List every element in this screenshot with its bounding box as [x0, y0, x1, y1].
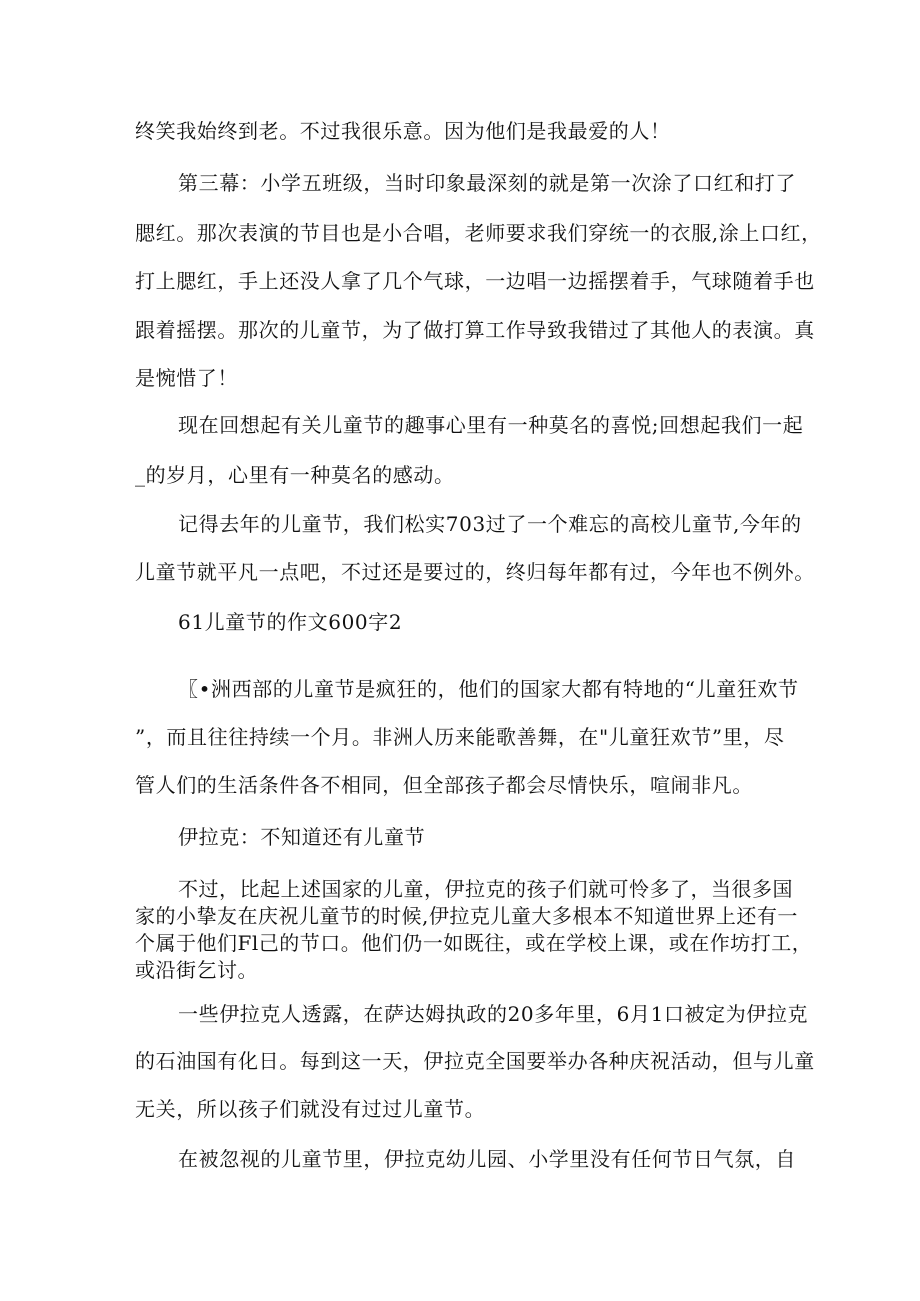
text-line: 〖•洲西部的儿童节是疯狂的，他们的国家大都有特地的“儿童狂欢节: [178, 677, 799, 701]
text-line: 个属于他们Fl己的节口。他们仍一如既往，或在学校上课，或在作坊打工，: [135, 931, 813, 955]
text-line: ”，而且往往持续一个月。非洲人历来能歌善舞，在"儿童狂欢节”里，尽: [135, 725, 785, 749]
text-line: 一些伊拉克人透露，在萨达姆执政的20多年里，6月1口被定为伊拉克: [178, 1002, 809, 1026]
text-line: 或沿街乞讨。: [135, 958, 258, 982]
text-line: 不过，比起上述国家的儿童，伊拉克的孩子们就可怜多了，当很多国: [178, 877, 793, 901]
section-heading: 61儿童节的作文600字2: [178, 610, 403, 634]
text-line: 跟着摇摆。那次的儿童节，为了做打算工作导致我错过了其他人的表演。真: [135, 318, 815, 342]
text-line: 腮红。那次表演的节目也是小合唱，老师要求我们穿统一的衣服,涂上口红，: [135, 221, 822, 245]
text-line: 管人们的生活条件各不相同，但全部孩子都会尽情快乐，喧闹非凡。: [135, 773, 753, 797]
text-line: 打上腮红，手上还没人拿了几个气球，一边唱一边摇摆着手，气球随着手也: [135, 269, 815, 293]
text-line: _的岁月，心里有一种莫名的感动。: [135, 463, 455, 487]
text-line: 无关，所以孩子们就没有过过儿童节。: [135, 1097, 486, 1121]
text-line: 的石油国有化日。每到这一天，伊拉克全国要举办各种庆祝活动，但与儿童: [135, 1049, 815, 1073]
text-line: 记得去年的儿童节，我们松实703过了一个难忘的高校儿童节,今年的: [178, 512, 802, 536]
text-line: 是惋惜了！: [135, 366, 238, 390]
text-line: 现在回想起有关儿童节的趣事心里有一种莫名的喜悦;回想起我们一起: [178, 413, 804, 437]
text-line: 儿童节就平凡一点吧，不过还是要过的，终归每年都有过，今年也不例外。: [135, 560, 815, 584]
text-line: 在被忽视的儿童节里，伊拉克幼儿园、小学里没有任何节日气氛，自: [178, 1147, 796, 1171]
text-line: 家的小挚友在庆祝儿童节的时候,伊拉克儿童大多根本不知道世界上还有一: [135, 904, 798, 928]
text-line: 终笑我始终到老。不过我很乐意。因为他们是我最爱的人！: [135, 119, 671, 143]
text-line: 第三幕：小学五班级，当时印象最深刻的就是第一次涂了口红和打了: [178, 171, 796, 195]
subheading: 伊拉克：不知道还有儿童节: [178, 825, 426, 849]
